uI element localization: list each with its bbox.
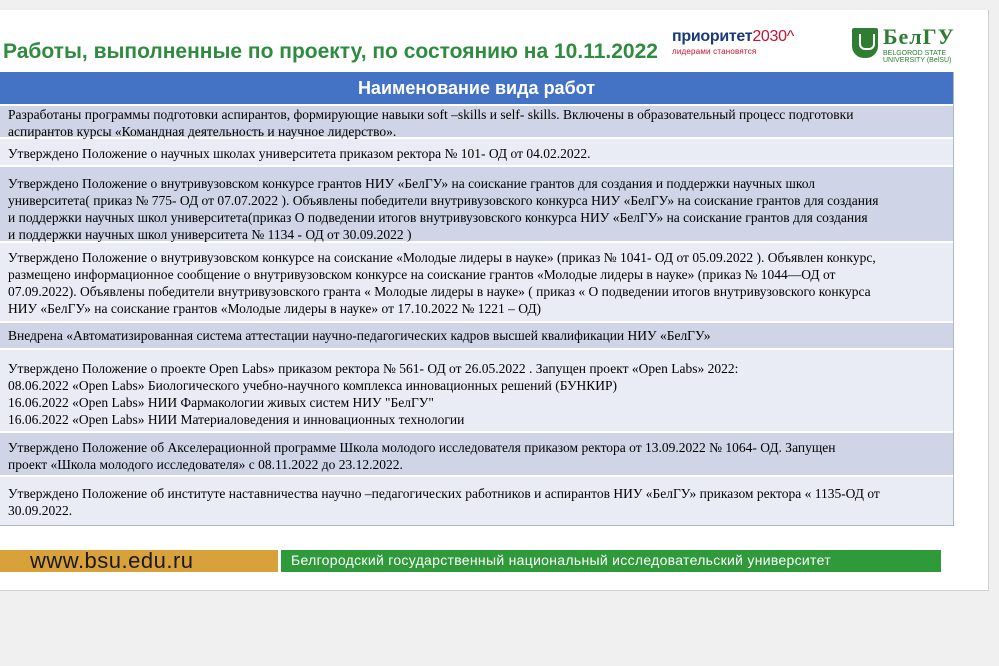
priority-logo-tagline: лидерами становятся [672, 47, 757, 56]
footer-university-name: Белгородский государственный национальный исследовательский университет [291, 552, 831, 568]
row-text-line: и поддержки научных школ университета № 1134 - ОД от 30.09.2022 ) [8, 227, 412, 242]
row-text-line: НИУ «БелГУ» на соискание грантов «Молодые лидеры в науке» от 17.10.2022 № 1221 – ОД) [8, 301, 542, 316]
row-text-line: проект «Школа молодого исследователя» с 08.11.2022 до 23.12.2022. [8, 457, 403, 472]
row-text-line: Утверждено Положение о проекте Open Labs» приказом ректора № 561- ОД от 26.05.2022 . Запущен проект «Open Labs» 2022: [8, 361, 739, 376]
row-text-line: Утверждено Положение о научных школах университета приказом ректора № 101- ОД от 04.02.2022. [8, 146, 591, 161]
footer-university-band [281, 550, 941, 572]
bsu-logo-sub1: BELGOROD STATE [883, 50, 947, 57]
priority-2030-logo [672, 28, 812, 62]
table-row [0, 321, 953, 348]
presentation-slide [0, 10, 989, 591]
row-text-line: аспирантов курсы «Командная деятельность и научное лидерство». [8, 124, 397, 139]
slide-title: Работы, выполненные по проекту, по состоянию на 10.11.2022 [3, 40, 658, 63]
row-text-line: Внедрена «Автоматизированная система аттестации научно-педагогических кадров высшей квалификации НИУ «БелГУ» [8, 328, 711, 343]
row-text-line: Утверждено Положение о внутривузовском конкурсе грантов НИУ «БелГУ» на соискание грантов для создания и поддержки научных школ [8, 176, 816, 191]
row-text-line: и поддержки научных школ университета(приказ О подведении итогов внутривузовского конкурса НИУ «БелГУ» на соискание грантов для создания [8, 210, 868, 225]
bsu-logo-name: БелГУ [883, 24, 955, 49]
row-text-line: Разработаны программы подготовки аспирантов, формирующие навыки soft –skills и self- skills. Включены в образовательный процесс подготовки [8, 107, 854, 122]
table-row [0, 137, 953, 165]
priority-logo-prefix: приоритет [672, 28, 753, 45]
table-row [0, 348, 953, 431]
slide-footer [0, 550, 988, 574]
row-text-line: 07.09.2022). Объявлены победители внутривузовского гранта « Молодые лидеры в науке» ( приказ « О подведении итогов внутривузовского конкурса [8, 284, 871, 299]
row-text-line: 16.06.2022 «Open Labs» НИИ Материаловедения и инновационных технологии [8, 412, 465, 427]
table-row [0, 475, 953, 525]
table-row [0, 241, 953, 321]
bsu-emblem-icon [852, 28, 878, 58]
table-header: Наименование вида работ [0, 72, 953, 104]
row-text-line: Утверждено Положение об институте наставничества научно –педагогических работников и аспирантов НИУ «БелГУ» приказом ректора « 1135-ОД от [8, 486, 880, 501]
works-table [0, 72, 954, 526]
footer-url-band [0, 550, 278, 572]
priority-logo-number: 2030^ [752, 28, 794, 45]
row-text-line: университета( приказ № 775- ОД от 07.07.2022 ). Объявлены победители внутривузовского конкурса НИУ «БелГУ» на соискание грантов для создания [8, 193, 879, 208]
bsu-logo [852, 26, 966, 66]
bsu-logo-sub2: UNIVERSITY (BelSU) [883, 57, 952, 64]
row-text-line: размещено информационное сообщение о внутривузовском конкурсе на соискание грантов «Молодые лидеры в науке» (приказ № 1044—ОД от [8, 267, 836, 282]
row-text-line: Утверждено Положение об Акселерационной программе Школа молодого исследователя приказом ректора от 13.09.2022 № 1064- ОД. Запущен [8, 440, 836, 455]
row-text-line: 08.06.2022 «Open Labs» Биологического учебно-научного комплекса инновационных решений (БУНКИР) [8, 378, 618, 393]
footer-url: www.bsu.edu.ru [30, 548, 194, 573]
table-row [0, 104, 953, 137]
table-row [0, 165, 953, 241]
row-text-line: Утверждено Положение о внутривузовском конкурсе на соискание «Молодые лидеры в науке» (приказ № 1041- ОД от 05.09.2022 ). Объявлен конкурс, [8, 250, 876, 265]
row-text-line: 30.09.2022. [8, 503, 73, 518]
row-text-line: 16.06.2022 «Open Labs» НИИ Фармакологии живых систем НИУ "БелГУ" [8, 395, 434, 410]
table-row [0, 431, 953, 475]
window-top-strip [0, 0, 999, 10]
